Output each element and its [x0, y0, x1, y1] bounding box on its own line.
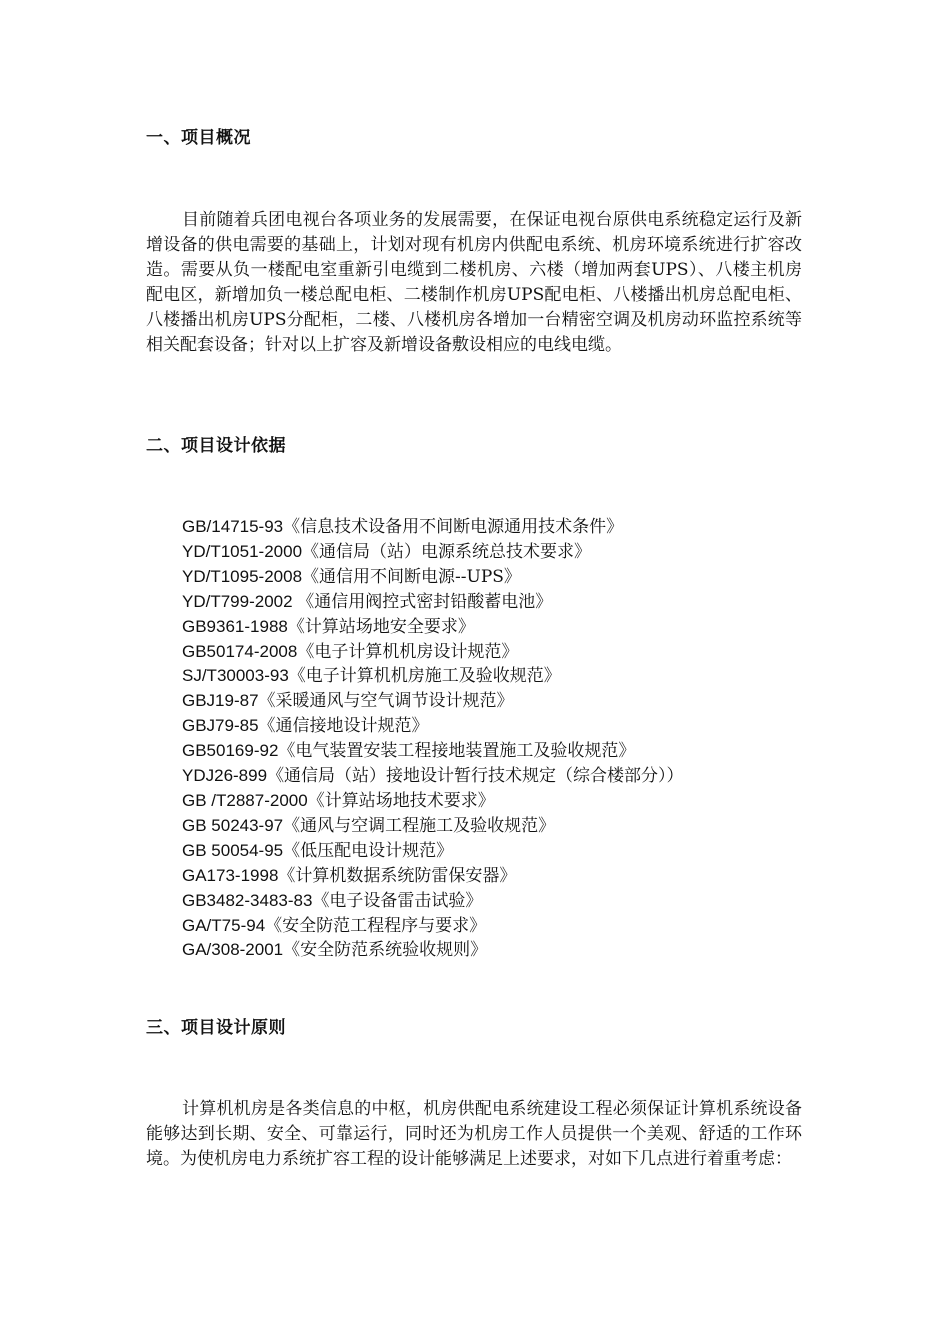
reference-title: 《通风与空调工程施工及验收规范》 [283, 815, 556, 836]
reference-item [182, 664, 684, 689]
reference-code: YDJ26-899 [182, 766, 268, 786]
reference-code: GB /T2887-2000 [182, 790, 308, 810]
reference-item [182, 515, 684, 540]
section-heading-design-principles: 三、项目设计原则 [146, 1018, 286, 1038]
section-principles-paragraph: 计算机机房是各类信息的中枢，机房供配电系统建设工程必须保证计算机系统设备能够达到长期、安全、可靠运行，同时还为机房工作人员提供一个美观、舒适的工作环境。为使机房电力系统扩容工程的设计能够满足上述要求，对如下几点进行着重考虑： [146, 1099, 802, 1169]
reference-code: GB9361-1988 [182, 616, 288, 636]
reference-code: GBJ79-85 [182, 716, 259, 736]
reference-item [182, 814, 684, 839]
section-heading-overview: 一、项目概况 [146, 128, 251, 148]
reference-item [182, 889, 684, 914]
reference-item [182, 590, 684, 615]
reference-item [182, 565, 684, 590]
reference-title: 《安全防范系统验收规则》 [283, 940, 488, 961]
section-overview-paragraph: 目前随着兵团电视台各项业务的发展需要，在保证电视台原供电系统稳定运行及新增设备的供电需要的基础上，计划对现有机房内供配电系统、机房环境系统进行扩容改造。需要从负一楼配电室重新引电缆到二楼机房、六楼（增加两套UPS）、八楼主机房配电区，新增加负一楼总配电柜、二楼制作机房UPS配电柜、八楼播出机房总配电柜、八楼播出机房UPS分配柜，二楼、八楼机房各增加一台精密空调及机房动环监控系统等相关配套设备；针对以上扩容及新增设备敷设相应的电线电缆。 [146, 210, 802, 355]
reference-item [182, 714, 684, 739]
reference-item [182, 839, 684, 864]
reference-code: GB3482-3483-83 [182, 890, 313, 910]
reference-title: 《电子计算机机房施工及验收规范》 [288, 666, 561, 687]
reference-code: GA/308-2001 [182, 940, 284, 960]
reference-title: 《通信局（站）电源系统总技术要求》 [302, 541, 592, 562]
reference-code: SJ/T30003-93 [182, 666, 289, 686]
reference-title: 《计算机数据系统防雷保安器》 [278, 865, 517, 886]
reference-standards-list [182, 515, 684, 963]
reference-item [182, 615, 684, 640]
reference-item [182, 864, 684, 889]
reference-code: GB50174-2008 [182, 641, 298, 661]
reference-code: YD/T1051-2000 [182, 541, 303, 561]
reference-title: 《采暖通风与空气调节设计规范》 [258, 691, 514, 712]
reference-code: GA173-1998 [182, 865, 279, 885]
reference-code: YD/T799-2002 [182, 591, 298, 611]
reference-item [182, 689, 684, 714]
reference-title: 《计算站场地技术要求》 [307, 790, 495, 811]
reference-title: 《电气装置安装工程接地装置施工及验收规范》 [278, 741, 636, 762]
reference-item [182, 540, 684, 565]
reference-code: GB/14715-93 [182, 517, 284, 536]
reference-code: GB50169-92 [182, 741, 279, 761]
section-heading-design-basis: 二、项目设计依据 [146, 436, 286, 456]
reference-code: GA/T75-94 [182, 915, 266, 935]
reference-title: 《电子设备雷击试验》 [312, 890, 483, 911]
reference-title: 《安全防范工程程序与要求》 [265, 915, 487, 936]
reference-code: GBJ19-87 [182, 691, 259, 711]
reference-item [182, 739, 684, 764]
reference-title: 《通信接地设计规范》 [258, 716, 429, 737]
reference-title: 《计算站场地安全要求》 [287, 616, 475, 637]
reference-title: 《通信用阀控式密封铅酸蓄电池》 [297, 591, 553, 612]
reference-title: 《信息技术设备用不间断电源通用技术条件》 [283, 517, 624, 537]
reference-title: 《低压配电设计规范》 [283, 840, 454, 861]
reference-item [182, 789, 684, 814]
reference-code: GB 50243-97 [182, 815, 284, 835]
reference-title: 《通信局（站）接地设计暂行技术规定（综合楼部分）） [267, 766, 684, 787]
reference-title: 《电子计算机机房设计规范》 [297, 641, 519, 662]
reference-item [182, 938, 684, 963]
reference-item [182, 764, 684, 789]
reference-code: YD/T1095-2008 [182, 566, 303, 586]
reference-title: 《通信用不间断电源--UPS》 [302, 566, 521, 587]
reference-item [182, 914, 684, 939]
reference-item [182, 640, 684, 665]
reference-code: GB 50054-95 [182, 840, 284, 860]
